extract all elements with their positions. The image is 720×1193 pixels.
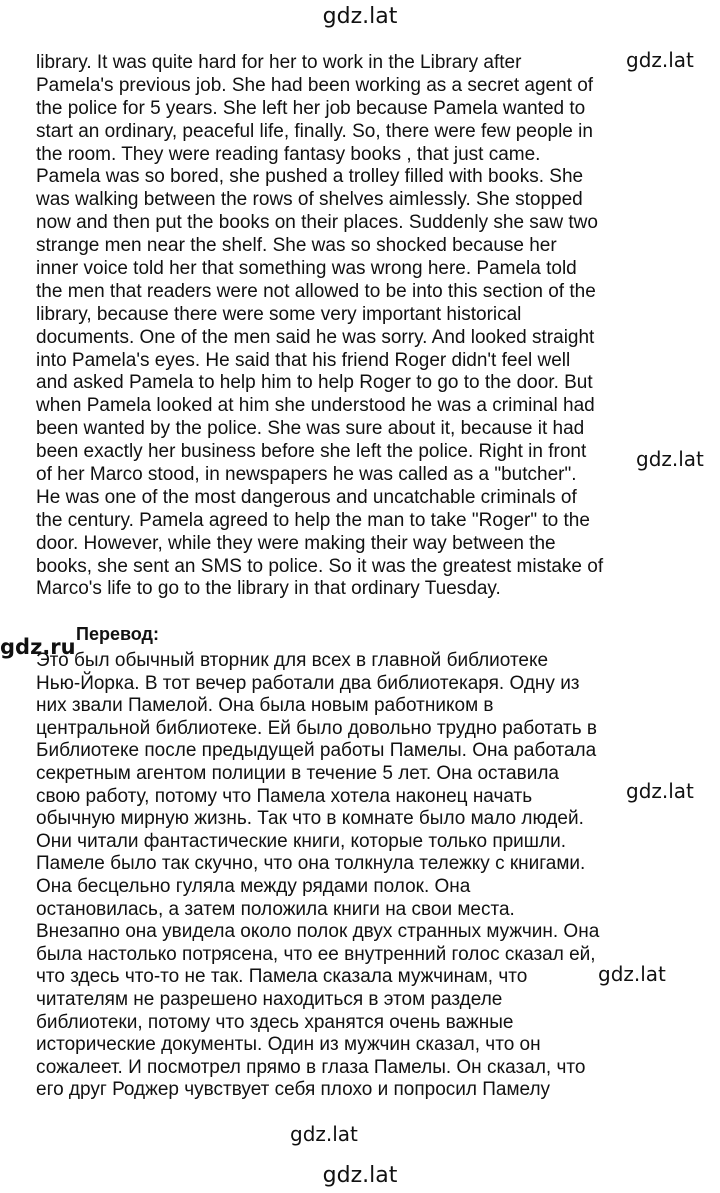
text-line: была настолько потрясена, что ее внутренний голос сказал ей, [36, 943, 596, 965]
watermark: gdz.lat [626, 779, 694, 803]
text-line: been wanted by the police. She was sure about it, because it had [36, 418, 585, 440]
text-line: Marco's life to go to the library in that ordinary Tuesday. [36, 578, 501, 600]
text-line: library, because there were some very important historical [36, 303, 522, 325]
text-line: сожалеет. И посмотрел прямо в глаза Памелы. Он сказал, что [36, 1056, 586, 1078]
text-line: the men that readers were not allowed to be into this section of the [36, 280, 596, 302]
text-line: now and then put the books on their places. Suddenly she saw two [36, 212, 598, 234]
translation-heading: Перевод: [76, 624, 159, 644]
text-line: He was one of the most dangerous and uncatchable criminals of [36, 486, 577, 508]
text-line: центральной библиотеке. Ей было довольно трудно работать в [36, 717, 597, 739]
english-text [36, 52, 603, 601]
watermark: gdz.lat [598, 962, 666, 986]
text-line: the century. Pamela agreed to help the man to take "Roger" to the [36, 509, 590, 531]
text-line: Нью-Йорка. В тот вечер работали два библиотекаря. Одну из [36, 672, 580, 694]
watermark: gdz.lat [626, 48, 694, 72]
watermark: gdz.lat [290, 1122, 358, 1146]
text-line: них звали Памелой. Она была новым работником в [36, 695, 494, 717]
text-line: читателям не разрешено находиться в этом разделе [36, 988, 503, 1010]
russian-translation [36, 650, 599, 1102]
text-line: остановилась, а затем положила книги на свои места. [36, 898, 515, 920]
text-line: books, she sent an SMS to police. So it was the greatest mistake of [36, 555, 604, 577]
watermark: gdz.lat [636, 447, 704, 471]
text-line: Библиотеке после предыдущей работы Памелы. Она работала [36, 740, 597, 762]
text-line: Это был обычный вторник для всех в главной библиотеке [36, 650, 549, 671]
text-line: библиотеки, потому что здесь хранятся очень важные [36, 1011, 514, 1033]
text-line: of her Marco stood, in newspapers he was called as a "butcher". [36, 464, 577, 486]
text-line: Она бесцельно гуляла между рядами полок. Она [36, 875, 471, 897]
watermark-bottom: gdz.lat [322, 1163, 398, 1188]
text-line: Они читали фантастические книги, которые только пришли. [36, 830, 567, 852]
text-line: inner voice told her that something was wrong here. Pamela told [36, 258, 577, 280]
text-line: and asked Pamela to help him to help Roger to go to the door. But [36, 372, 593, 394]
text-line: что здесь что-то не так. Памела сказала мужчинам, что [36, 966, 528, 988]
text-line: Внезапно она увидела около полок двух странных мужчин. Она [36, 921, 600, 943]
text-line: the room. They were reading fantasy books , that just came. [36, 143, 541, 165]
text-line: strange men near the shelf. She was so shocked because her [36, 235, 557, 257]
text-line: door. However, while they were making their way between the [36, 532, 556, 554]
watermark: gdz.ru [0, 635, 76, 659]
text-line: Памеле было так скучно, что она толкнула тележку с книгами. [36, 853, 586, 875]
text-line: documents. One of the men said he was sorry. And looked straight [36, 326, 595, 348]
text-line: library. It was quite hard for her to work in the Library after [36, 52, 522, 73]
text-line: the police for 5 years. She left her job because Pamela wanted to [36, 97, 586, 119]
text-line: Pamela's previous job. She had been working as a secret agent of [36, 74, 594, 96]
text-line: секретным агентом полиции в течение 5 лет. Она оставила [36, 762, 559, 784]
text-line: Pamela was so bored, she pushed a trolley filled with books. She [36, 166, 584, 188]
text-line: was walking between the rows of shelves aimlessly. She stopped [36, 189, 583, 211]
text-line: into Pamela's eyes. He said that his friend Roger didn't feel well [36, 349, 571, 371]
watermark-top: gdz.lat [322, 4, 398, 29]
text-line: свою работу, потому что Памела хотела наконец начать [36, 785, 533, 807]
text-line: start an ordinary, peaceful life, finally. So, there were few people in [36, 120, 593, 142]
text-line: обычную мирную жизнь. Так что в комнате было мало людей. [36, 808, 584, 830]
text-line: его друг Роджер чувствует себя плохо и попросил Памелу [36, 1079, 551, 1101]
text-line: been exactly her business before she left the police. Right in front [36, 441, 587, 463]
text-line: исторические документы. Один из мужчин сказал, что он [36, 1034, 541, 1056]
text-line: when Pamela looked at him she understood he was a criminal had [36, 395, 595, 417]
